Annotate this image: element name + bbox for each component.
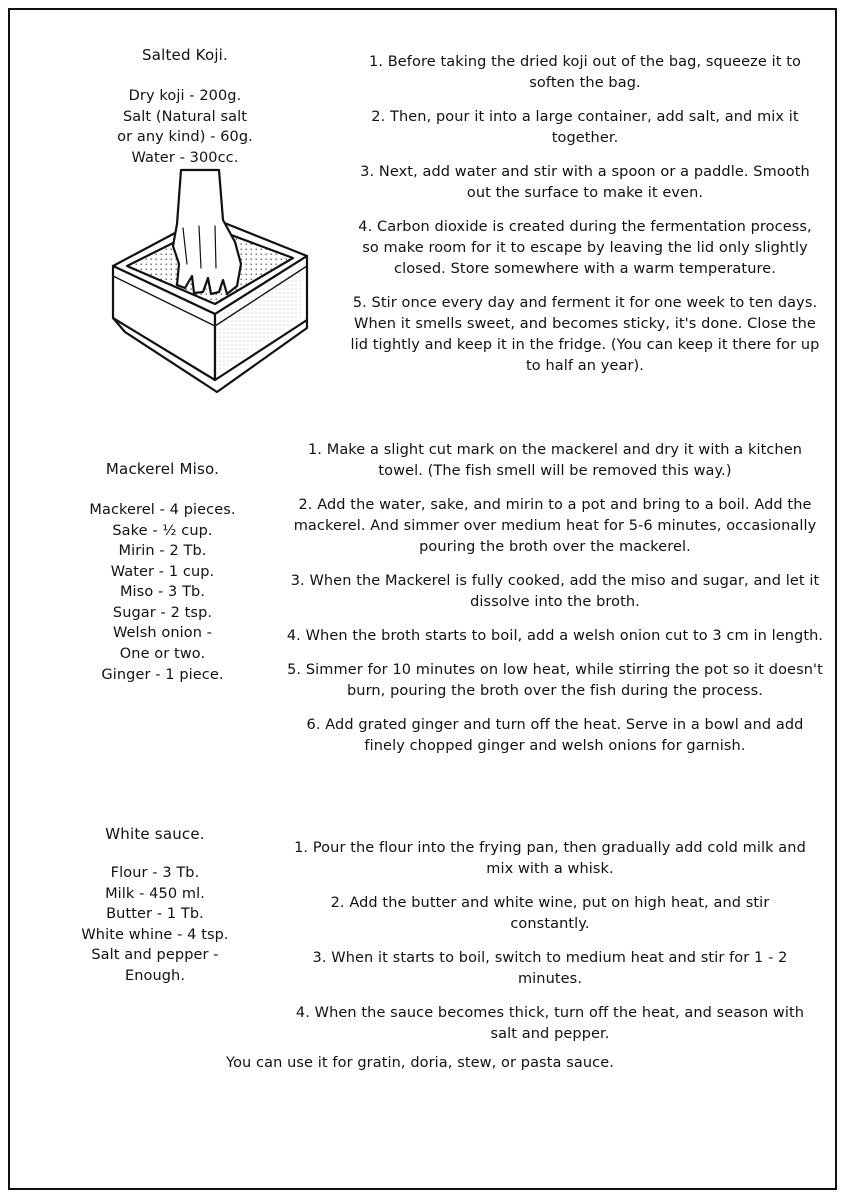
ingredient-item: White whine - 4 tsp.	[81, 926, 229, 943]
recipe-title-white-sauce: White sauce.	[105, 825, 205, 843]
step-item: 1. Pour the flour into the frying pan, then gradually add cold milk and mix with a whisk.	[294, 840, 806, 878]
recipe-white-sauce-steps-block	[290, 838, 810, 1045]
ingredient-item: Welsh onion -	[112, 625, 213, 642]
step-item: 1. Make a slight cut mark on the mackerel and dry it with a kitchen towel. (The fish smell will be removed this way.)	[307, 442, 803, 480]
ingredient-list-white-sauce	[30, 863, 280, 986]
step-item: 4. Carbon dioxide is created during the fermentation process, so make room for it to escape by leaving the lid only slightly closed. Store somewhere with a warm temperature.	[358, 219, 812, 278]
step-item: 2. Add the water, sake, and mirin to a pot and bring to a boil. Add the mackerel. And simmer over medium heat for 5-6 minutes, occasionally pouring the broth over the mackerel.	[293, 497, 817, 556]
step-item: 1. Before taking the dried koji out of the bag, squeeze it to soften the bag.	[369, 54, 801, 92]
step-item: 4. When the broth starts to boil, add a welsh onion cut to 3 cm in length.	[286, 628, 824, 645]
footer-note: You can use it for gratin, doria, stew, or pasta sauce.	[226, 1055, 614, 1071]
ingredient-item: Mackerel - 4 pieces.	[89, 502, 236, 518]
ingredient-item: Enough.	[124, 967, 186, 984]
step-item: 3. When the Mackerel is fully cooked, add the miso and sugar, and let it dissolve into the broth.	[290, 573, 820, 611]
ingredient-item: Flour - 3 Tb.	[110, 865, 200, 881]
recipe-salted-koji-steps-block	[350, 52, 820, 377]
ingredient-item: Salt (Natural salt	[122, 108, 248, 125]
ingredient-item: Sugar - 2 tsp.	[112, 604, 213, 621]
ingredient-item: Sake - ½ cup.	[112, 522, 213, 539]
ingredient-item: Butter - 1 Tb.	[106, 906, 204, 923]
recipe-title-salted-koji: Salted Koji.	[141, 46, 229, 64]
step-item: 2. Then, pour it into a large container, add salt, and mix it together.	[371, 109, 799, 147]
ingredient-item: Ginger - 1 piece.	[101, 666, 224, 683]
recipe-title-mackerel-miso: Mackerel Miso.	[105, 460, 220, 478]
ingredient-item: Mirin - 2 Tb.	[118, 543, 207, 560]
step-item: 4. When the sauce becomes thick, turn off the heat, and season with salt and pepper.	[295, 1005, 805, 1043]
ingredient-list-mackerel-miso	[30, 500, 295, 685]
recipe-mackerel-miso-steps-block	[285, 440, 825, 757]
recipe-mackerel-miso-ingredients-block	[30, 460, 295, 685]
ingredient-item: Water - 300cc.	[131, 149, 239, 166]
hand-mixing-in-container-illustration	[95, 168, 325, 403]
ingredient-item: Salt and pepper -	[91, 947, 219, 964]
step-item: 5. Stir once every day and ferment it for one week to ten days. When it smells sweet, and becomes sticky, it's done. Close the lid tightly and keep it in the fridge. (You can keep it there for up to half an year).	[350, 295, 820, 375]
step-item: 3. Next, add water and stir with a spoon or a paddle. Smooth out the surface to make it even.	[360, 164, 810, 202]
recipe-white-sauce-ingredients-block	[30, 825, 280, 986]
ingredient-item: Miso - 3 Tb.	[119, 584, 206, 601]
ingredient-item: Water - 1 cup.	[110, 563, 215, 580]
step-item: 5. Simmer for 10 minutes on low heat, while stirring the pot so it doesn't burn, pouring the broth over the fish during the process.	[287, 662, 823, 700]
ingredient-item: One or two.	[119, 646, 206, 663]
ingredient-item: or any kind) - 60g.	[117, 129, 253, 146]
step-item: 3. When it starts to boil, switch to medium heat and stir for 1 - 2 minutes.	[312, 950, 788, 988]
step-item: 2. Add the butter and white wine, put on high heat, and stir constantly.	[330, 895, 770, 933]
ingredient-item: Dry koji - 200g.	[128, 88, 242, 104]
recipe-salted-koji-ingredients-block	[40, 46, 330, 168]
step-item: 6. Add grated ginger and turn off the heat. Serve in a bowl and add finely chopped ginger and welsh onions for garnish.	[306, 717, 804, 755]
ingredient-item: Milk - 450 ml.	[105, 885, 205, 902]
ingredient-list-salted-koji	[40, 86, 330, 168]
